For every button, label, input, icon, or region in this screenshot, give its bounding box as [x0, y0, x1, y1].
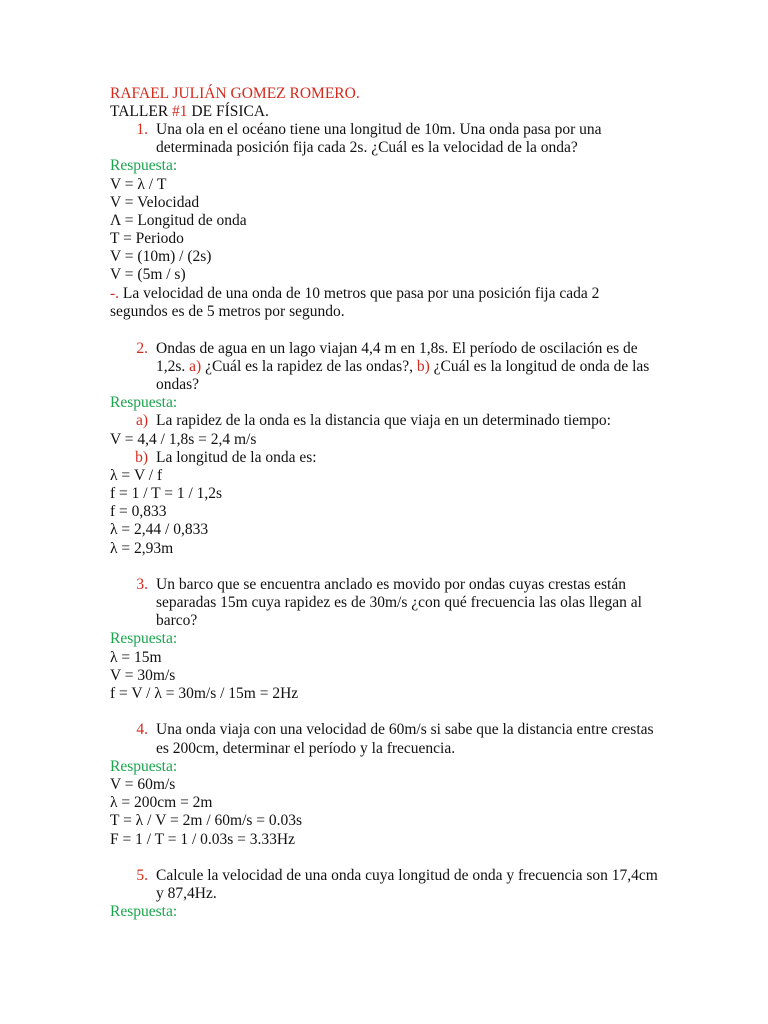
q3-answer-line: V = 30m/s	[110, 667, 176, 684]
q2-line	[156, 358, 649, 376]
q2-part-a-calc: V = 4,4 / 1,8s = 2,4 m/s	[110, 431, 257, 448]
q1-line: determinada posición fija cada 2s. ¿Cuál es la velocidad de la onda?	[156, 139, 578, 156]
q3-answer-line: f = V / λ = 30m/s / 15m = 2Hz	[110, 685, 299, 702]
q2-answer-line: λ = 2,44 / 0,833	[110, 521, 209, 538]
q1-answer-line: V = (10m) / (2s)	[110, 248, 212, 265]
q2-part-a-label: a)	[135, 412, 148, 429]
q4-answer-line: F = 1 / T = 1 / 0.03s = 3.33Hz	[110, 831, 295, 848]
q2-part-b-label: b)	[135, 449, 148, 466]
q4-line: es 200cm, determinar el período y la frecuencia.	[156, 740, 456, 757]
q5-line: Calcule la velocidad de una onda cuya longitud de onda y frecuencia son 17,4cm	[156, 867, 658, 884]
q1-answer-line: V = Velocidad	[110, 194, 200, 211]
q3-line: separadas 15m cuya rapidez es de 30m/s ¿con qué frecuencia las olas llegan al	[156, 594, 642, 611]
q3-number: 3.	[136, 576, 148, 593]
q4-answer-line: V = 60m/s	[110, 776, 176, 793]
q2-text: ¿Cuál es la longitud de onda de las	[429, 358, 650, 375]
q4-number: 4.	[136, 721, 148, 738]
q1-answer-line: T = Periodo	[110, 230, 184, 247]
q2-answer-label: Respuesta:	[110, 394, 178, 411]
q5-line: y 87,4Hz.	[156, 885, 217, 902]
q2-part-a-text: La rapidez de la onda es la distancia que viaja en un determinado tiempo:	[156, 412, 611, 429]
q1-answer-line: V = (5m / s)	[110, 266, 186, 283]
title-prefix: TALLER	[110, 103, 173, 120]
document-title	[110, 103, 269, 121]
q4-answer-label: Respuesta:	[110, 758, 178, 775]
q1-answer-line: Λ = Longitud de onda	[110, 212, 247, 229]
q5-number: 5.	[136, 867, 148, 884]
q2-line: Ondas de agua en un lago viajan 4,4 m en 1,8s. El período de oscilación es de	[156, 340, 638, 357]
q1-conclusion: segundos es de 5 metros por segundo.	[110, 303, 345, 320]
q1-answer-label: Respuesta:	[110, 157, 178, 174]
q3-answer-label: Respuesta:	[110, 630, 178, 647]
q3-line: Un barco que se encuentra anclado es movido por ondas cuyas crestas están	[156, 576, 626, 593]
q3-line: barco?	[156, 612, 198, 629]
q4-line: Una onda viaja con una velocidad de 60m/s si sabe que la distancia entre crestas	[156, 721, 654, 738]
q2-answer-line: λ = 2,93m	[110, 540, 174, 557]
q1-line: Una ola en el océano tiene una longitud de 10m. Una onda pasa por una	[156, 121, 602, 138]
q2-part-a-marker: a)	[189, 358, 202, 375]
q1-number: 1.	[136, 121, 148, 138]
q4-answer-line: T = λ / V = 2m / 60m/s = 0.03s	[110, 812, 303, 829]
q2-answer-line: f = 1 / T = 1 / 1,2s	[110, 485, 223, 502]
title-suffix: DE FÍSICA.	[187, 103, 269, 120]
q2-part-b-marker: b)	[416, 358, 430, 375]
q2-answer-line: f = 0,833	[110, 503, 167, 520]
q2-text: 1,2s.	[156, 358, 190, 375]
q4-answer-line: λ = 200cm = 2m	[110, 794, 213, 811]
conclusion-dash: -.	[110, 285, 120, 302]
q2-text: ¿Cuál es la rapidez de las ondas?,	[201, 358, 417, 375]
q2-answer-line: λ = V / f	[110, 467, 163, 484]
q2-line: ondas?	[156, 376, 200, 393]
author-name: RAFAEL JULIÁN GOMEZ ROMERO.	[110, 85, 360, 102]
q2-part-b-text: La longitud de la onda es:	[156, 449, 317, 466]
q5-answer-label: Respuesta:	[110, 903, 178, 920]
q2-number: 2.	[136, 340, 148, 357]
title-number: #1	[172, 103, 188, 120]
conclusion-text: La velocidad de una onda de 10 metros que pasa por una posición fija cada 2	[119, 285, 600, 302]
q1-conclusion	[110, 285, 599, 303]
q1-answer-line: V = λ / T	[110, 176, 167, 193]
q3-answer-line: λ = 15m	[110, 649, 162, 666]
